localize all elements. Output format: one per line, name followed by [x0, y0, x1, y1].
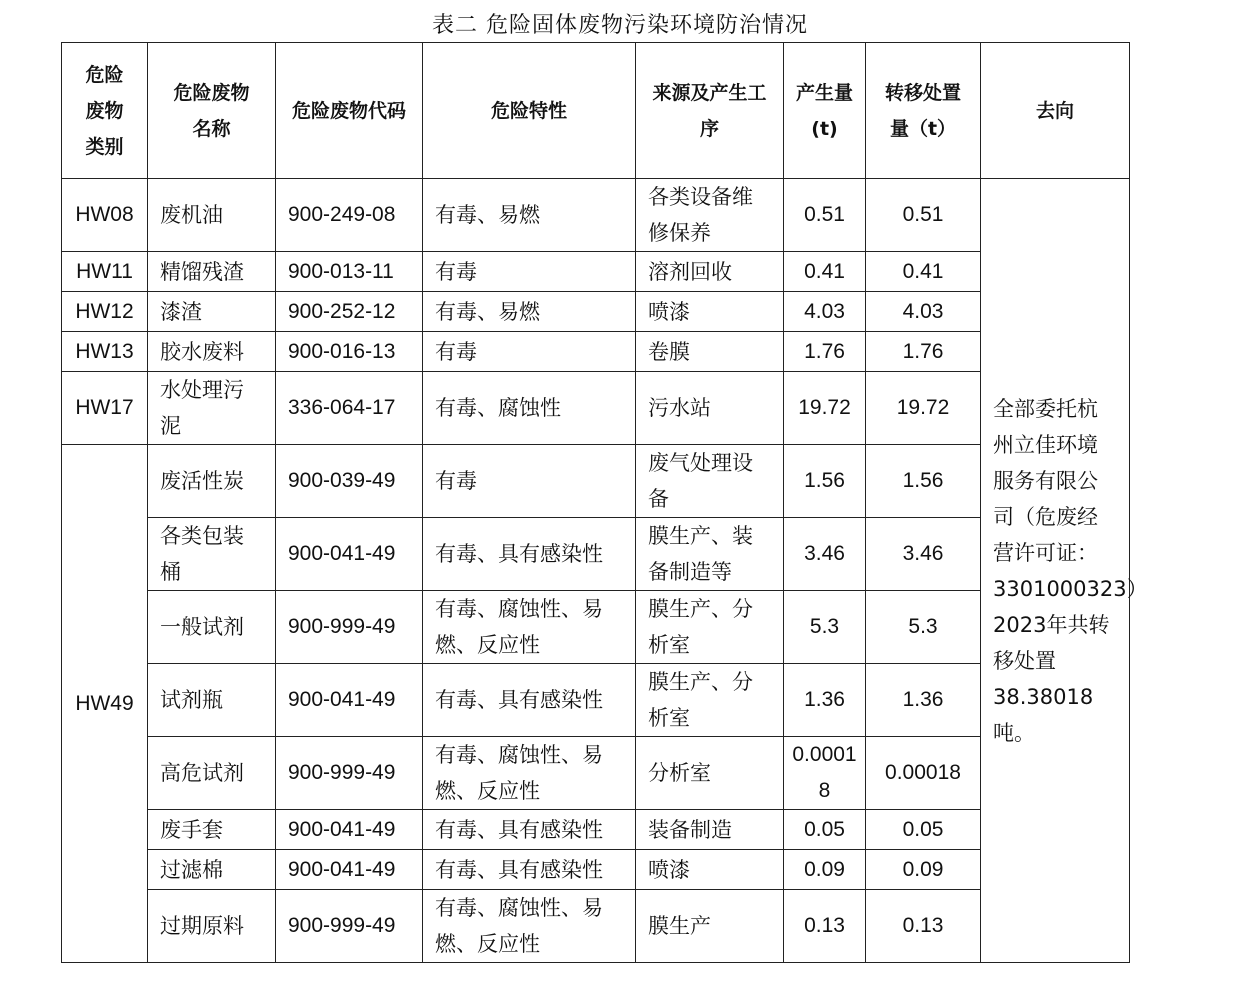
table-row	[62, 372, 1130, 445]
cell-code: 900-041-49	[276, 810, 423, 850]
cell-disposed: 1.36	[866, 664, 981, 737]
cell-produced: 0.09	[784, 850, 866, 890]
cell-source: 喷漆	[636, 292, 784, 332]
cell-property: 有毒	[423, 445, 636, 518]
cell-code: 900-041-49	[276, 664, 423, 737]
cell-source: 溶剂回收	[636, 252, 784, 292]
cell-source: 各类设备维修保养	[636, 179, 784, 252]
header-produced: 产生量(t)	[784, 43, 866, 179]
cell-produced: 0.51	[784, 179, 866, 252]
cell-disposed: 0.41	[866, 252, 981, 292]
cell-name: 水处理污泥	[148, 372, 276, 445]
cell-property: 有毒、易燃	[423, 292, 636, 332]
cell-source: 膜生产	[636, 890, 784, 963]
cell-property: 有毒、具有感染性	[423, 664, 636, 737]
cell-produced: 19.72	[784, 372, 866, 445]
cell-code: 900-039-49	[276, 445, 423, 518]
cell-property: 有毒	[423, 252, 636, 292]
table-row	[62, 332, 1130, 372]
header-category: 危险废物类别	[62, 43, 148, 179]
cell-disposed: 0.51	[866, 179, 981, 252]
cell-code: 900-041-49	[276, 850, 423, 890]
cell-code: 900-999-49	[276, 890, 423, 963]
table-title: 表二 危险固体废物污染环境防治情况	[432, 13, 808, 38]
cell-source: 膜生产、装备制造等	[636, 518, 784, 591]
cell-source: 废气处理设备	[636, 445, 784, 518]
cell-name: 废手套	[148, 810, 276, 850]
cell-disposed: 0.00018	[866, 737, 981, 810]
cell-produced: 1.56	[784, 445, 866, 518]
cell-category: HW13	[62, 332, 148, 372]
cell-name: 漆渣	[148, 292, 276, 332]
cell-produced: 3.46	[784, 518, 866, 591]
cell-property: 有毒、腐蚀性	[423, 372, 636, 445]
cell-produced: 5.3	[784, 591, 866, 664]
cell-disposed: 1.76	[866, 332, 981, 372]
cell-property: 有毒、具有感染性	[423, 810, 636, 850]
table-row	[62, 179, 1130, 252]
cell-property: 有毒、具有感染性	[423, 850, 636, 890]
cell-name: 一般试剂	[148, 591, 276, 664]
cell-property: 有毒、具有感染性	[423, 518, 636, 591]
cell-name: 精馏残渣	[148, 252, 276, 292]
table-row	[62, 445, 1130, 518]
header-code: 危险废物代码	[276, 43, 423, 179]
table-row	[62, 810, 1130, 850]
cell-disposed: 5.3	[866, 591, 981, 664]
cell-category: HW11	[62, 252, 148, 292]
cell-produced: 1.36	[784, 664, 866, 737]
cell-disposed: 3.46	[866, 518, 981, 591]
table-row	[62, 252, 1130, 292]
header-name: 危险废物名称	[148, 43, 276, 179]
cell-property: 有毒、腐蚀性、易燃、反应性	[423, 890, 636, 963]
cell-produced: 0.00018	[784, 737, 866, 810]
cell-name: 废活性炭	[148, 445, 276, 518]
cell-destination: 全部委托杭州立佳环境服务有限公司（危废经营许可证：3301000323）2023年共转移处置38.38018吨。	[981, 179, 1130, 963]
header-destination: 去向	[981, 43, 1130, 179]
cell-name: 各类包装桶	[148, 518, 276, 591]
cell-source: 分析室	[636, 737, 784, 810]
cell-disposed: 0.09	[866, 850, 981, 890]
cell-source: 膜生产、分析室	[636, 591, 784, 664]
cell-disposed: 0.13	[866, 890, 981, 963]
cell-source: 污水站	[636, 372, 784, 445]
header-source: 来源及产生工序	[636, 43, 784, 179]
cell-produced: 0.13	[784, 890, 866, 963]
header-disposed: 转移处置量（t）	[866, 43, 981, 179]
cell-code: 900-999-49	[276, 737, 423, 810]
cell-name: 过期原料	[148, 890, 276, 963]
table-row	[62, 292, 1130, 332]
cell-code: 900-013-11	[276, 252, 423, 292]
cell-source: 喷漆	[636, 850, 784, 890]
cell-source: 卷膜	[636, 332, 784, 372]
cell-property: 有毒、腐蚀性、易燃、反应性	[423, 591, 636, 664]
cell-property: 有毒	[423, 332, 636, 372]
header-row	[62, 43, 1130, 179]
cell-property: 有毒、易燃	[423, 179, 636, 252]
table-row	[62, 850, 1130, 890]
cell-code: 900-016-13	[276, 332, 423, 372]
cell-name: 过滤棉	[148, 850, 276, 890]
cell-name: 废机油	[148, 179, 276, 252]
cell-code: 900-999-49	[276, 591, 423, 664]
cell-produced: 0.41	[784, 252, 866, 292]
cell-category: HW08	[62, 179, 148, 252]
cell-produced: 1.76	[784, 332, 866, 372]
cell-disposed: 1.56	[866, 445, 981, 518]
cell-category: HW12	[62, 292, 148, 332]
cell-code: 900-249-08	[276, 179, 423, 252]
table-row	[62, 591, 1130, 664]
cell-produced: 0.05	[784, 810, 866, 850]
cell-category: HW17	[62, 372, 148, 445]
cell-category: HW49	[62, 445, 148, 963]
table-row	[62, 890, 1130, 963]
table-row	[62, 737, 1130, 810]
table-row	[62, 518, 1130, 591]
cell-disposed: 0.05	[866, 810, 981, 850]
table-row	[62, 664, 1130, 737]
cell-code: 900-252-12	[276, 292, 423, 332]
header-property: 危险特性	[423, 43, 636, 179]
cell-source: 装备制造	[636, 810, 784, 850]
cell-disposed: 4.03	[866, 292, 981, 332]
cell-code: 336-064-17	[276, 372, 423, 445]
cell-produced: 4.03	[784, 292, 866, 332]
cell-name: 胶水废料	[148, 332, 276, 372]
hazardous-waste-table	[61, 42, 1148, 963]
cell-property: 有毒、腐蚀性、易燃、反应性	[423, 737, 636, 810]
cell-source: 膜生产、分析室	[636, 664, 784, 737]
cell-code: 900-041-49	[276, 518, 423, 591]
cell-name: 高危试剂	[148, 737, 276, 810]
cell-name: 试剂瓶	[148, 664, 276, 737]
cell-disposed: 19.72	[866, 372, 981, 445]
